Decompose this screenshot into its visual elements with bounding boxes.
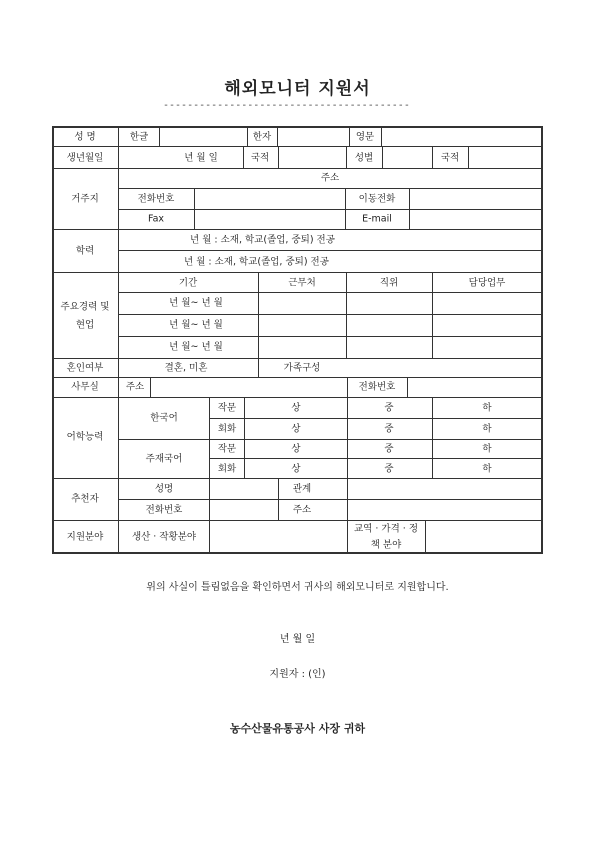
office-phone-label: 전화번호 (358, 381, 396, 393)
career-label-2: 현업 (75, 319, 95, 331)
cell-divider (381, 126, 382, 146)
hanja-label: 한자 (252, 131, 272, 143)
referee-relation-label: 관계 (292, 483, 312, 495)
speaking-label: 회화 (217, 423, 237, 435)
level-mid: 중 (384, 402, 394, 414)
email-label: E-mail (362, 213, 392, 225)
row-divider (209, 418, 543, 419)
period-header: 기간 (178, 277, 198, 289)
field-option-production: 생산 · 작황분야 (131, 531, 197, 543)
birth-date: 년 월 일 (184, 152, 218, 164)
level-low: 하 (482, 463, 492, 475)
cell-divider (247, 126, 248, 146)
cell-divider (209, 478, 210, 520)
birth-label: 생년월일 (66, 152, 104, 164)
row-divider (52, 229, 543, 230)
title-underline: ----------------------------------------- (163, 100, 410, 111)
level-high: 상 (291, 423, 301, 435)
row-divider (209, 458, 543, 459)
cell-divider (258, 358, 259, 377)
row-divider (118, 188, 543, 189)
education-line-2: 년 월 : 소재, 학교(졸업, 중퇴) 전공 (184, 256, 329, 268)
label-column-divider (118, 126, 119, 553)
career-period: 년 월~ 년 월 (169, 297, 223, 309)
row-divider (52, 520, 543, 521)
referee-address-label: 주소 (292, 504, 312, 516)
fax-label: Fax (147, 213, 165, 225)
row-divider (118, 292, 543, 293)
cell-divider (346, 272, 347, 358)
family-label: 가족구성 (283, 362, 321, 374)
writing-label: 작문 (217, 402, 237, 414)
cell-divider (159, 126, 160, 146)
row-divider (118, 439, 543, 440)
level-low: 하 (482, 423, 492, 435)
form-border-top (52, 126, 543, 128)
nationality-label: 국적 (440, 152, 460, 164)
declaration-text: 위의 사실이 틀림없음을 확인하면서 귀사의 해외모니터로 지원합니다. (146, 582, 449, 593)
speaking-label: 회화 (217, 463, 237, 475)
field-option-trade-2: 책 분야 (370, 539, 402, 551)
residence-label: 거주지 (71, 193, 99, 205)
cell-divider (382, 146, 383, 168)
cell-divider (277, 126, 278, 146)
cell-divider (244, 397, 245, 478)
position-header: 직위 (379, 277, 399, 289)
language-label: 어학능력 (66, 431, 104, 443)
workplace-header: 근무처 (288, 277, 316, 289)
cell-divider (194, 188, 195, 229)
cell-divider (468, 146, 469, 168)
education-label: 학력 (75, 245, 95, 257)
row-divider (52, 358, 543, 359)
cell-divider (349, 126, 350, 146)
row-divider (118, 499, 543, 500)
form-border-right (541, 126, 543, 554)
cell-divider (409, 188, 410, 229)
level-mid: 중 (384, 443, 394, 455)
marriage-label: 혼인여부 (66, 362, 104, 374)
row-divider (52, 272, 543, 273)
row-divider (52, 397, 543, 398)
office-address-label: 주소 (125, 381, 145, 393)
local-language-label: 주재국어 (145, 453, 183, 465)
address-label: 주소 (320, 172, 340, 184)
nationality-label: 국적 (250, 152, 270, 164)
hangul-label: 한글 (129, 131, 149, 143)
cell-divider (278, 146, 279, 168)
korean-label: 한국어 (150, 412, 178, 424)
row-divider (52, 146, 543, 147)
referee-phone-label: 전화번호 (145, 504, 183, 516)
row-divider (52, 377, 543, 378)
referee-name-label: 성명 (154, 483, 174, 495)
name-label: 성 명 (74, 131, 96, 143)
education-line-1: 년 월 : 소재, 학교(졸업, 중퇴) 전공 (190, 234, 335, 246)
level-high: 상 (291, 443, 301, 455)
career-label: 주요경력 및 (60, 301, 110, 313)
cell-divider (209, 397, 210, 478)
cell-divider (425, 520, 426, 553)
phone-label: 전화번호 (137, 193, 175, 205)
writing-label: 작문 (217, 443, 237, 455)
cell-divider (346, 146, 347, 168)
level-high: 상 (291, 402, 301, 414)
duty-header: 담당업무 (468, 277, 506, 289)
gender-label: 성별 (354, 152, 374, 164)
cell-divider (243, 146, 244, 168)
cell-divider (345, 188, 346, 229)
cell-divider (258, 272, 259, 358)
cell-divider (407, 377, 408, 397)
field-option-trade: 교역 · 가격 · 정 (353, 523, 419, 535)
recipient-line: 농수산물유통공사 사장 귀하 (229, 722, 366, 735)
office-label: 사무실 (71, 381, 99, 393)
career-period: 년 월~ 년 월 (169, 319, 223, 331)
level-mid: 중 (384, 423, 394, 435)
applicant-signature-line: 지원자 : (인) (269, 669, 326, 680)
level-low: 하 (482, 402, 492, 414)
cell-divider (209, 520, 210, 553)
application-form (52, 126, 543, 554)
row-divider (118, 209, 543, 210)
row-divider (52, 168, 543, 169)
form-title: 해외모니터 지원서 (224, 79, 371, 99)
english-label: 영문 (355, 131, 375, 143)
cell-divider (432, 146, 433, 168)
level-mid: 중 (384, 463, 394, 475)
field-label: 지원분야 (66, 531, 104, 543)
cell-divider (347, 397, 348, 478)
referee-label: 추천자 (71, 493, 99, 505)
cell-divider (347, 377, 348, 397)
row-divider (118, 336, 543, 337)
form-border-left (52, 126, 54, 554)
level-low: 하 (482, 443, 492, 455)
mobile-label: 이동전화 (358, 193, 396, 205)
marriage-value: 결혼, 미혼 (164, 362, 208, 374)
row-divider (118, 250, 543, 251)
career-period: 년 월~ 년 월 (169, 341, 223, 353)
row-divider (52, 478, 543, 479)
cell-divider (150, 377, 151, 397)
cell-divider (432, 272, 433, 358)
row-divider (118, 314, 543, 315)
cell-divider (347, 478, 348, 520)
cell-divider (347, 520, 348, 553)
cell-divider (432, 397, 433, 478)
form-border-bottom (52, 552, 543, 554)
cell-divider (278, 478, 279, 520)
date-line: 년 월 일 (279, 634, 316, 645)
level-high: 상 (291, 463, 301, 475)
